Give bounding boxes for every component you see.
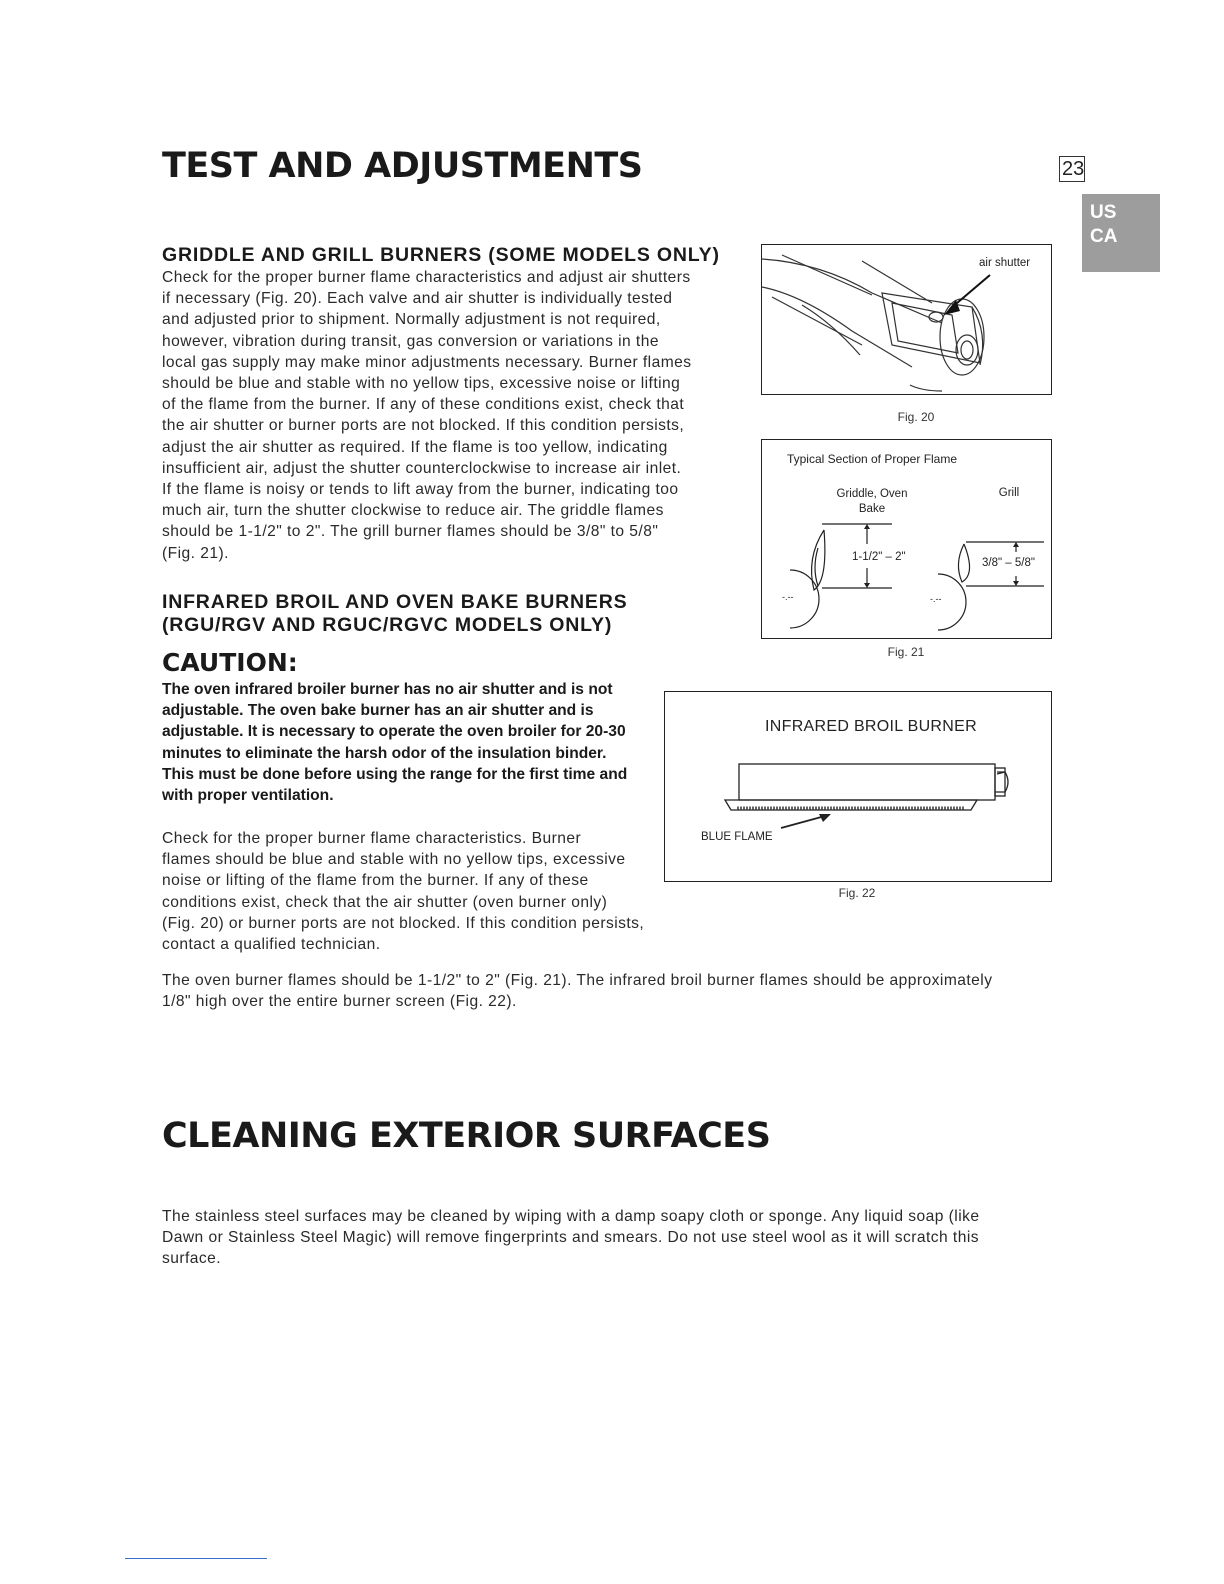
paragraph-line: (Fig. 21). [162, 544, 229, 562]
paragraph-line: flames should be blue and stable with no yellow tips, excessive [162, 851, 626, 869]
fig21-caption: Fig. 21 [887, 645, 925, 659]
paragraph-line: (Fig. 20) or burner ports are not blocked. If this condition persists, [162, 914, 645, 932]
burner-tube-drawing [762, 245, 1051, 394]
paragraph-line: Check for the proper burner flame characteristics. Burner [162, 830, 582, 847]
footer-divider [125, 1558, 267, 1559]
griddle-grill-paragraph [162, 267, 742, 564]
oven-flame-paragraph [162, 970, 1062, 1012]
caution-line: minutes to eliminate the harsh odor of the insulation binder. [162, 744, 607, 762]
paragraph-line: and adjusted prior to shipment. Normally adjustment is not required, [162, 311, 661, 329]
paragraph-line: should be blue and stable with no yellow tips, excessive noise or lifting [162, 375, 681, 393]
air-shutter-label: air shutter [979, 257, 1031, 269]
fig21-title: Typical Section of Proper Flame [786, 452, 958, 466]
fig21-right-label: Grill [998, 487, 1020, 499]
fig20-caption: Fig. 20 [897, 410, 935, 424]
page-number: 23 [1059, 156, 1085, 182]
paragraph-line: Dawn or Stainless Steel Magic) will remove fingerprints and smears. Do not use steel wool as it will scratch this [162, 1229, 979, 1247]
blue-flame-label: BLUE FLAME [701, 831, 773, 843]
fig22-caption: Fig. 22 [838, 886, 876, 900]
paragraph-line: noise or lifting of the flame from the burner. If any of these [162, 872, 589, 890]
caution-line: This must be done before using the range for the first time and [162, 765, 628, 783]
paragraph-line: conditions exist, check that the air shutter (oven burner only) [162, 893, 608, 911]
right-dimension: 3/8" – 5/8" [982, 557, 1035, 569]
paragraph-line: if necessary (Fig. 20). Each valve and air shutter is individually tested [162, 290, 673, 308]
infrared-heading-line: INFRARED BROIL AND OVEN BAKE BURNERS [162, 591, 628, 613]
page-title: TEST AND ADJUSTMENTS [162, 146, 643, 186]
infrared-heading [162, 591, 627, 637]
infrared-heading-line: (RGU/RGV AND RGUC/RGVC MODELS ONLY) [162, 614, 613, 636]
paragraph-line: adjust the air shutter as required. If the flame is too yellow, indicating [162, 438, 668, 456]
figure-21 [761, 439, 1052, 639]
fig22-title: INFRARED BROIL BURNER [765, 718, 977, 735]
paragraph-line: contact a qualified technician. [162, 936, 381, 954]
region-us: US [1090, 202, 1117, 223]
paragraph-line: 1/8" high over the entire burner screen (Fig. 22). [162, 993, 517, 1011]
paragraph-line: however, vibration during transit, gas conversion or variations in the [162, 332, 659, 350]
cleaning-paragraph [162, 1206, 1062, 1270]
paragraph-line: The oven burner flames should be 1-1/2" to 2" (Fig. 21). The infrared broil burner flames should be approximately [162, 972, 993, 989]
paragraph-line: local gas supply may make minor adjustments necessary. Burner flames [162, 353, 692, 371]
cleaning-title: CLEANING EXTERIOR SURFACES [162, 1116, 771, 1156]
figure-20 [761, 244, 1052, 395]
figure-22 [664, 691, 1052, 882]
paragraph-line: surface. [162, 1250, 222, 1268]
paragraph-line: much air, turn the shutter clockwise to reduce air. The griddle flames [162, 502, 664, 520]
paragraph-line: insufficient air, adjust the shutter counterclockwise to increase air inlet. [162, 459, 682, 477]
broil-burner-drawing [665, 692, 1051, 881]
left-label-line: Griddle, Oven [836, 488, 908, 500]
left-label-line: Bake [858, 503, 886, 515]
flame-diagrams [762, 440, 1051, 638]
svg-text:-.--: -.-- [782, 592, 794, 602]
caution-line: with proper ventilation. [162, 787, 334, 805]
griddle-grill-heading: GRIDDLE AND GRILL BURNERS (SOME MODELS ONLY) [162, 244, 720, 266]
paragraph-line: should be 1-1/2" to 2". The grill burner flames should be 3/8" to 5/8" [162, 523, 659, 541]
check-paragraph [162, 828, 702, 955]
svg-text:-.--: -.-- [930, 594, 942, 604]
caution-line: The oven infrared broiler burner has no air shutter and is not [162, 681, 613, 698]
paragraph-line: of the flame from the burner. If any of these conditions exist, check that [162, 396, 685, 414]
caution-text [162, 679, 662, 806]
region-ca: CA [1090, 226, 1118, 247]
region-tab [1082, 194, 1160, 272]
left-dimension: 1-1/2" – 2" [852, 551, 906, 563]
caution-title: CAUTION: [162, 648, 298, 677]
paragraph-line: If the flame is noisy or tends to lift away from the burner, indicating too [162, 481, 679, 499]
caution-line: adjustable. It is necessary to operate the oven broiler for 20-30 [162, 723, 626, 741]
caution-line: adjustable. The oven bake burner has an air shutter and is [162, 702, 594, 720]
paragraph-line: The stainless steel surfaces may be cleaned by wiping with a damp soapy cloth or sponge. Any liquid soap (like [162, 1208, 980, 1225]
paragraph-line: the air shutter or burner ports are not blocked. If this condition persists, [162, 417, 685, 435]
paragraph-line: Check for the proper burner flame characteristics and adjust air shutters [162, 269, 691, 286]
